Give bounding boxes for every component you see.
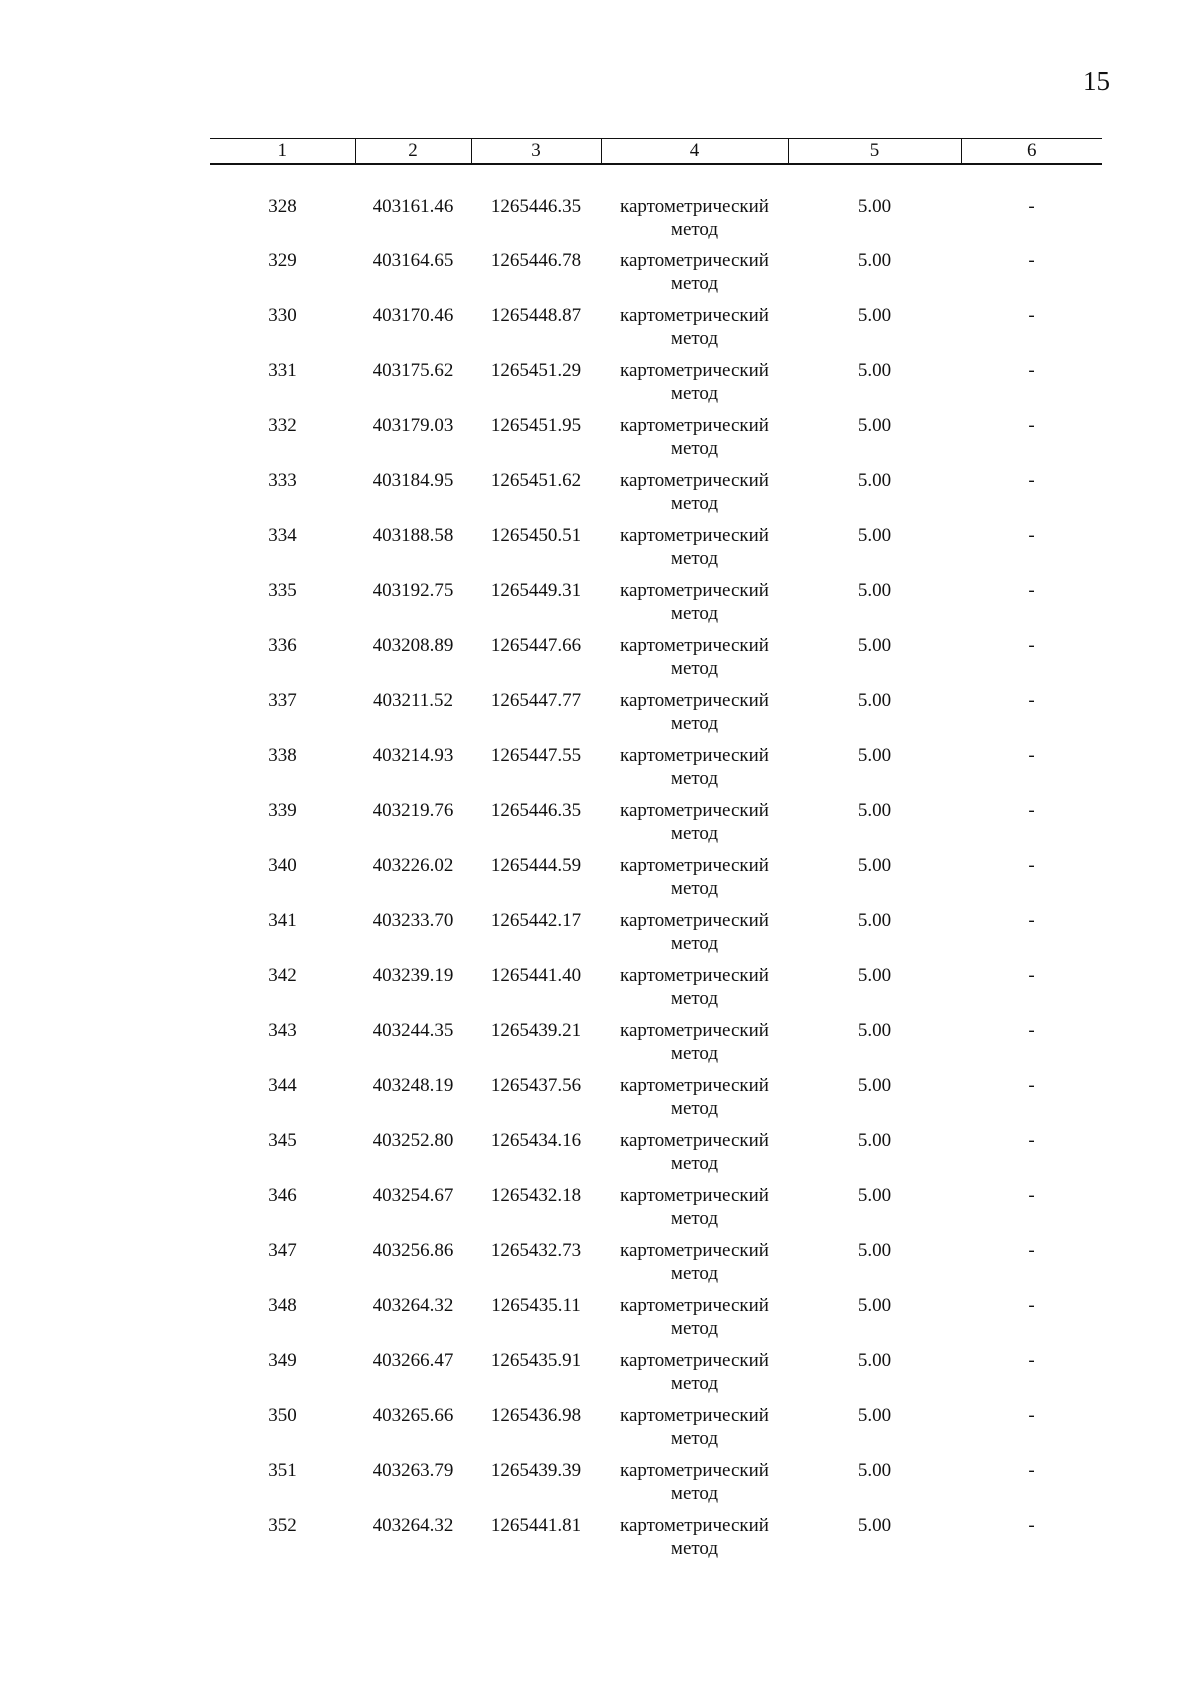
accuracy-cell: 5.00 (857, 1240, 892, 1261)
point-number-cell: 340 (268, 855, 297, 876)
method-cell: картометрический метод (620, 1020, 769, 1064)
point-number-cell: 336 (268, 635, 297, 656)
accuracy-cell: 5.00 (857, 1350, 892, 1371)
x-coordinate-cell: 403179.03 (372, 415, 454, 436)
x-coordinate-cell: 403264.32 (372, 1515, 454, 1536)
x-coordinate-cell: 403256.86 (372, 1240, 454, 1261)
method-cell: картометрический метод (620, 525, 769, 569)
table-row (210, 304, 1102, 359)
note-cell: - (1028, 250, 1035, 271)
y-coordinate-cell: 1265447.55 (490, 745, 582, 766)
coordinates-table-container (210, 138, 1102, 1569)
table-row (210, 1184, 1102, 1239)
y-coordinate-cell: 1265446.35 (490, 196, 582, 217)
table-row (210, 1129, 1102, 1184)
accuracy-cell: 5.00 (857, 250, 892, 271)
x-coordinate-cell: 403266.47 (372, 1350, 454, 1371)
x-coordinate-cell: 403211.52 (372, 690, 454, 711)
column-header-accuracy: 5 (788, 139, 961, 165)
point-number-cell: 349 (268, 1350, 297, 1371)
note-cell: - (1028, 1020, 1035, 1041)
accuracy-cell: 5.00 (857, 415, 892, 436)
table-body (210, 164, 1102, 1569)
point-number-cell: 333 (268, 470, 297, 491)
accuracy-cell: 5.00 (857, 525, 892, 546)
y-coordinate-cell: 1265432.73 (490, 1240, 582, 1261)
accuracy-cell: 5.00 (857, 196, 892, 217)
note-cell: - (1028, 196, 1035, 217)
y-coordinate-cell: 1265448.87 (490, 305, 582, 326)
accuracy-cell: 5.00 (857, 1020, 892, 1041)
point-number-cell: 335 (268, 580, 297, 601)
point-number-cell: 330 (268, 305, 297, 326)
y-coordinate-cell: 1265447.77 (490, 690, 582, 711)
method-cell: картометрический метод (620, 415, 769, 459)
accuracy-cell: 5.00 (857, 1405, 892, 1426)
y-coordinate-cell: 1265441.81 (490, 1515, 582, 1536)
note-cell: - (1028, 360, 1035, 381)
note-cell: - (1028, 1405, 1035, 1426)
method-cell: картометрический метод (620, 690, 769, 734)
column-header-y: 3 (471, 139, 601, 165)
y-coordinate-cell: 1265434.16 (490, 1130, 582, 1151)
header-row (210, 139, 1102, 165)
method-cell: картометрический метод (620, 1405, 769, 1449)
x-coordinate-cell: 403164.65 (372, 250, 454, 271)
note-cell: - (1028, 1460, 1035, 1481)
method-cell: картометрический метод (620, 360, 769, 404)
x-coordinate-cell: 403263.79 (372, 1460, 454, 1481)
x-coordinate-cell: 403239.19 (372, 965, 454, 986)
accuracy-cell: 5.00 (857, 745, 892, 766)
y-coordinate-cell: 1265442.17 (490, 910, 582, 931)
column-header-x: 2 (355, 139, 471, 165)
column-header-note: 6 (961, 139, 1102, 165)
accuracy-cell: 5.00 (857, 910, 892, 931)
note-cell: - (1028, 580, 1035, 601)
point-number-cell: 342 (268, 965, 297, 986)
note-cell: - (1028, 1515, 1035, 1536)
point-number-cell: 350 (268, 1405, 297, 1426)
method-cell: картометрический метод (620, 635, 769, 679)
table-row (210, 634, 1102, 689)
method-cell: картометрический метод (620, 470, 769, 514)
x-coordinate-cell: 403244.35 (372, 1020, 454, 1041)
note-cell: - (1028, 635, 1035, 656)
note-cell: - (1028, 1185, 1035, 1206)
point-number-cell: 331 (268, 360, 297, 381)
note-cell: - (1028, 525, 1035, 546)
note-cell: - (1028, 1240, 1035, 1261)
accuracy-cell: 5.00 (857, 360, 892, 381)
point-number-cell: 339 (268, 800, 297, 821)
y-coordinate-cell: 1265432.18 (490, 1185, 582, 1206)
x-coordinate-cell: 403264.32 (372, 1295, 454, 1316)
note-cell: - (1028, 965, 1035, 986)
accuracy-cell: 5.00 (857, 855, 892, 876)
method-cell: картометрический метод (620, 196, 769, 240)
x-coordinate-cell: 403252.80 (372, 1130, 454, 1151)
method-cell: картометрический метод (620, 1460, 769, 1504)
note-cell: - (1028, 1350, 1035, 1371)
method-cell: картометрический метод (620, 1185, 769, 1229)
y-coordinate-cell: 1265435.11 (491, 1295, 581, 1316)
x-coordinate-cell: 403265.66 (372, 1405, 454, 1426)
method-cell: картометрический метод (620, 910, 769, 954)
x-coordinate-cell: 403214.93 (372, 745, 454, 766)
table-row (210, 1459, 1102, 1514)
method-cell: картометрический метод (620, 1350, 769, 1394)
accuracy-cell: 5.00 (857, 800, 892, 821)
table-row (210, 1294, 1102, 1349)
y-coordinate-cell: 1265450.51 (490, 525, 582, 546)
note-cell: - (1028, 305, 1035, 326)
x-coordinate-cell: 403188.58 (372, 525, 454, 546)
y-coordinate-cell: 1265439.21 (490, 1020, 582, 1041)
note-cell: - (1028, 855, 1035, 876)
method-cell: картометрический метод (620, 250, 769, 294)
point-number-cell: 343 (268, 1020, 297, 1041)
x-coordinate-cell: 403226.02 (372, 855, 454, 876)
accuracy-cell: 5.00 (857, 1075, 892, 1096)
accuracy-cell: 5.00 (857, 635, 892, 656)
note-cell: - (1028, 910, 1035, 931)
x-coordinate-cell: 403170.46 (372, 305, 454, 326)
note-cell: - (1028, 1295, 1035, 1316)
table-row (210, 964, 1102, 1019)
table-row (210, 689, 1102, 744)
x-coordinate-cell: 403219.76 (372, 800, 454, 821)
point-number-cell: 352 (268, 1515, 297, 1536)
x-coordinate-cell: 403208.89 (372, 635, 454, 656)
x-coordinate-cell: 403161.46 (372, 196, 454, 217)
y-coordinate-cell: 1265439.39 (490, 1460, 582, 1481)
note-cell: - (1028, 470, 1035, 491)
point-number-cell: 351 (268, 1460, 297, 1481)
method-cell: картометрический метод (620, 1515, 769, 1559)
y-coordinate-cell: 1265441.40 (490, 965, 582, 986)
x-coordinate-cell: 403233.70 (372, 910, 454, 931)
note-cell: - (1028, 800, 1035, 821)
table-row (210, 1404, 1102, 1459)
point-number-cell: 345 (268, 1130, 297, 1151)
table-row (210, 579, 1102, 634)
note-cell: - (1028, 1130, 1035, 1151)
method-cell: картометрический метод (620, 745, 769, 789)
table-row (210, 1074, 1102, 1129)
note-cell: - (1028, 690, 1035, 711)
point-number-cell: 334 (268, 525, 297, 546)
point-number-cell: 341 (268, 910, 297, 931)
x-coordinate-cell: 403175.62 (372, 360, 454, 381)
table-row (210, 164, 1102, 249)
y-coordinate-cell: 1265451.29 (490, 360, 582, 381)
table-row (210, 909, 1102, 964)
table-row (210, 359, 1102, 414)
x-coordinate-cell: 403254.67 (372, 1185, 454, 1206)
point-number-cell: 329 (268, 250, 297, 271)
x-coordinate-cell: 403248.19 (372, 1075, 454, 1096)
y-coordinate-cell: 1265449.31 (490, 580, 582, 601)
accuracy-cell: 5.00 (857, 1515, 892, 1536)
y-coordinate-cell: 1265446.78 (490, 250, 582, 271)
column-header-method: 4 (601, 139, 788, 165)
table-row (210, 1349, 1102, 1404)
y-coordinate-cell: 1265447.66 (490, 635, 582, 656)
point-number-cell: 348 (268, 1295, 297, 1316)
point-number-cell: 337 (268, 690, 297, 711)
coordinates-table (210, 138, 1102, 1569)
table-row (210, 854, 1102, 909)
y-coordinate-cell: 1265451.95 (490, 415, 582, 436)
table-row (210, 469, 1102, 524)
y-coordinate-cell: 1265435.91 (490, 1350, 582, 1371)
x-coordinate-cell: 403192.75 (372, 580, 454, 601)
table-row (210, 524, 1102, 579)
accuracy-cell: 5.00 (857, 580, 892, 601)
table-row (210, 1514, 1102, 1569)
method-cell: картометрический метод (620, 1295, 769, 1339)
accuracy-cell: 5.00 (857, 1130, 892, 1151)
accuracy-cell: 5.00 (857, 305, 892, 326)
method-cell: картометрический метод (620, 800, 769, 844)
table-row (210, 744, 1102, 799)
y-coordinate-cell: 1265446.35 (490, 800, 582, 821)
page-number: 15 (1083, 66, 1110, 96)
method-cell: картометрический метод (620, 580, 769, 624)
table-row (210, 249, 1102, 304)
table-row (210, 414, 1102, 469)
accuracy-cell: 5.00 (857, 1460, 892, 1481)
point-number-cell: 347 (268, 1240, 297, 1261)
y-coordinate-cell: 1265436.98 (490, 1405, 582, 1426)
method-cell: картометрический метод (620, 305, 769, 349)
table-header (210, 139, 1102, 165)
note-cell: - (1028, 415, 1035, 436)
point-number-cell: 346 (268, 1185, 297, 1206)
note-cell: - (1028, 1075, 1035, 1096)
accuracy-cell: 5.00 (857, 470, 892, 491)
y-coordinate-cell: 1265451.62 (490, 470, 582, 491)
accuracy-cell: 5.00 (857, 690, 892, 711)
table-row (210, 799, 1102, 854)
accuracy-cell: 5.00 (857, 1185, 892, 1206)
point-number-cell: 338 (268, 745, 297, 766)
x-coordinate-cell: 403184.95 (372, 470, 454, 491)
method-cell: картометрический метод (620, 1075, 769, 1119)
y-coordinate-cell: 1265437.56 (490, 1075, 582, 1096)
table-row (210, 1239, 1102, 1294)
method-cell: картометрический метод (620, 965, 769, 1009)
accuracy-cell: 5.00 (857, 1295, 892, 1316)
point-number-cell: 332 (268, 415, 297, 436)
method-cell: картометрический метод (620, 855, 769, 899)
method-cell: картометрический метод (620, 1130, 769, 1174)
method-cell: картометрический метод (620, 1240, 769, 1284)
note-cell: - (1028, 745, 1035, 766)
point-number-cell: 328 (268, 196, 297, 217)
table-row (210, 1019, 1102, 1074)
y-coordinate-cell: 1265444.59 (490, 855, 582, 876)
point-number-cell: 344 (268, 1075, 297, 1096)
column-header-point-number: 1 (210, 139, 355, 165)
accuracy-cell: 5.00 (857, 965, 892, 986)
